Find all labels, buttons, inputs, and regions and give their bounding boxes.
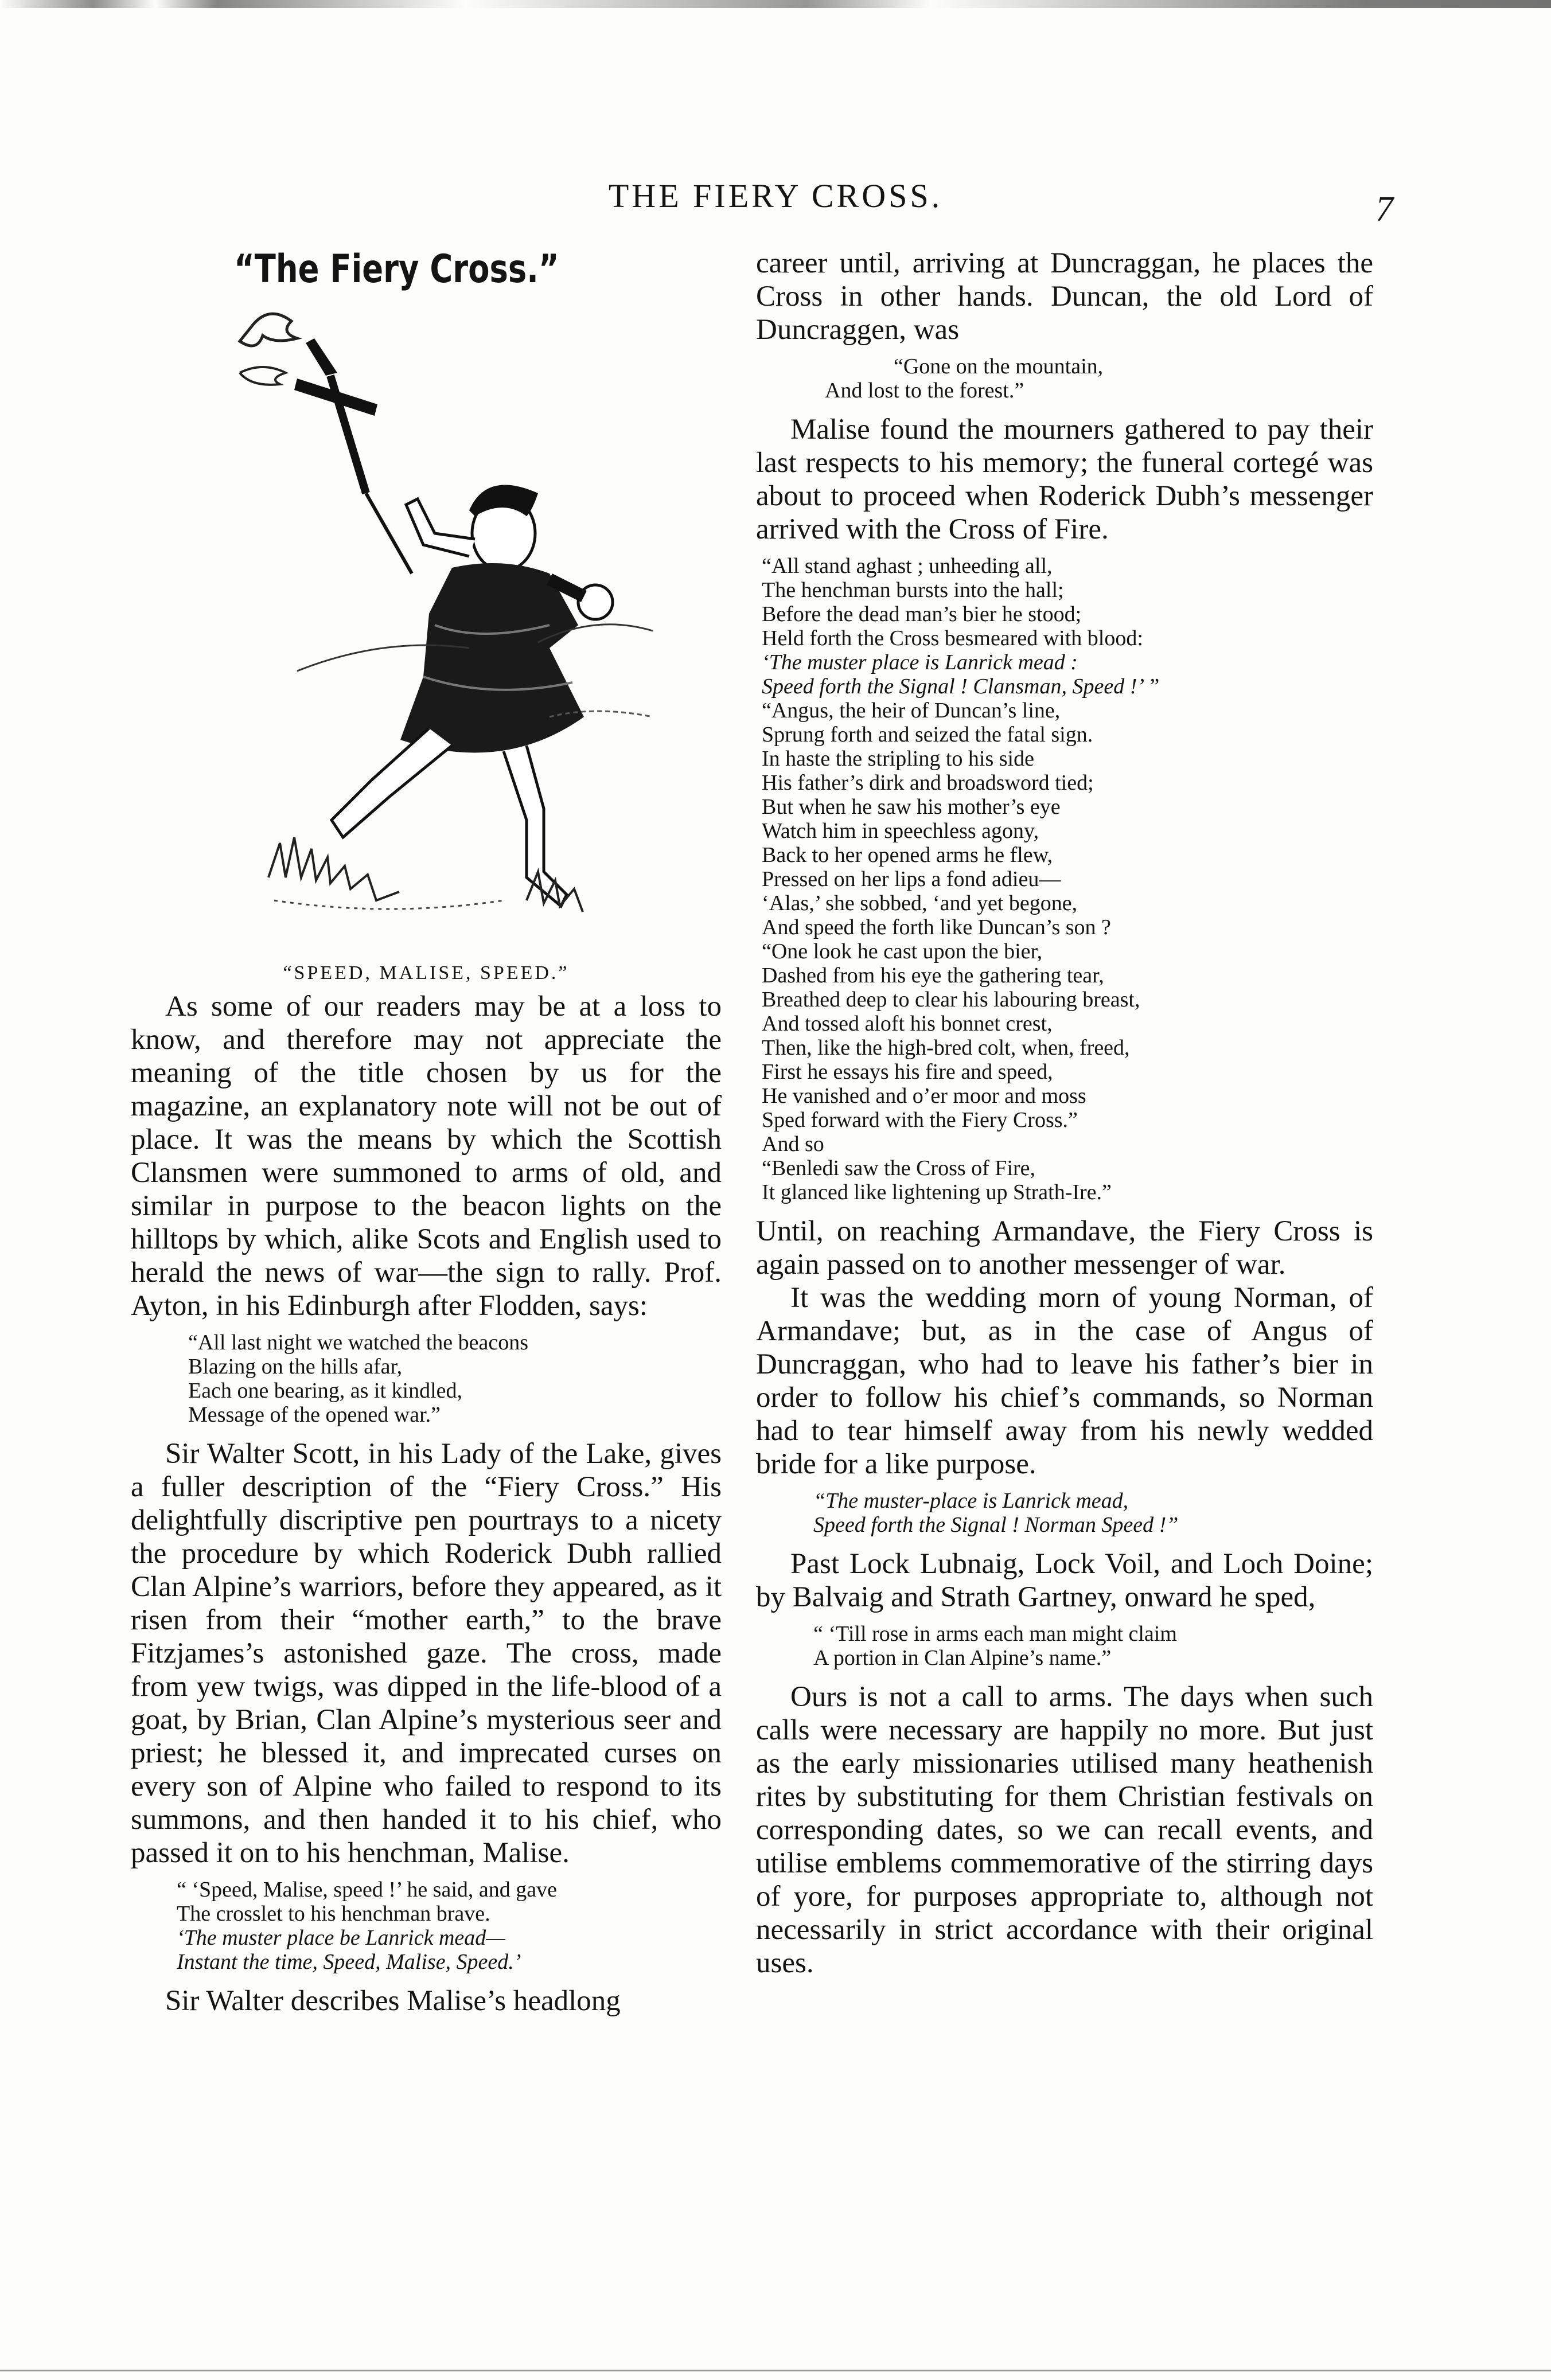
- verse-line: A portion in Clan Alpine’s name.”: [813, 1646, 1112, 1670]
- illustration-caption: “SPEED, MALISE, SPEED.”: [283, 962, 570, 984]
- verse-line: Pressed on her lips a fond adieu—: [762, 867, 1061, 891]
- running-title: THE FIERY CROSS.: [608, 177, 943, 214]
- illustration: [131, 304, 722, 958]
- verse-line: And so: [762, 1132, 824, 1156]
- right-paragraph-1: career until, arriving at Duncraggan, he places the Cross in other hands. Duncan, the old Lord of Duncraggen, was: [756, 247, 1373, 346]
- page-number: 7: [1375, 190, 1393, 229]
- right-paragraph-3: Until, on reaching Armandave, the Fiery Cross is again passed on to another messenger of war.: [756, 1215, 1373, 1281]
- verse-stand-aghast: [756, 554, 1373, 1204]
- verse-line: Message of the opened war.”: [188, 1403, 441, 1427]
- right-column: [756, 247, 1373, 1980]
- verse-line: Sprung forth and seized the fatal sign.: [762, 723, 1093, 747]
- verse-line: The henchman bursts into the hall;: [762, 578, 1064, 602]
- verse-line: First he essays his fire and speed,: [762, 1060, 1053, 1084]
- verse-gone-on-mountain: [756, 354, 1373, 403]
- verse-line: And lost to the forest.”: [825, 379, 1024, 403]
- left-paragraph-2: Sir Walter Scott, in his Lady of the Lake, gives a fuller description of the “Fiery Cross.” His delightfully discriptive pen pourtrays to a nicety the procedure by which Roderick Dubh rallied Clan Alpine’s warriors, before they appeared, as it risen from their “mother earth,” to the brave Fitzjames’s astonished gaze. The cross, made from yew twigs, was dipped in the life-blood of a goat, by Brian, Clan Alpine’s mysterious seer and priest; he blessed it, and imprecated curses on every son of Alpine who failed to respond to its summons, and then handed it to his chief, who passed it on to his henchman, Malise.: [131, 1438, 722, 1869]
- runner-with-cross-illustration: [182, 304, 687, 952]
- verse-line: He vanished and o’er moor and moss: [762, 1084, 1086, 1108]
- right-paragraph-4: It was the wedding morn of young Norman, of Armandave; but, as in the case of Angus of Duncraggan, who had to leave his father’s bier in order to follow his chief’s commands, so Norman had to tear himself away from his newly wedded bride for a like purpose.: [756, 1282, 1373, 1480]
- verse-line: “Gone on the mountain,: [894, 354, 1104, 379]
- verse-beacons: [131, 1331, 722, 1427]
- verse-muster-norman: [756, 1489, 1373, 1537]
- article-title: “The Fiery Cross.”: [234, 247, 559, 292]
- verse-line: Each one bearing, as it kindled,: [188, 1379, 463, 1403]
- verse-line: Breathed deep to clear his labouring breast,: [762, 988, 1140, 1012]
- verse-speed-malise: [131, 1878, 722, 1974]
- verse-rose-in-arms: [756, 1622, 1373, 1670]
- verse-line: Speed forth the Signal ! Clansman, Speed !’ ”: [762, 674, 1160, 699]
- left-column: [131, 247, 722, 2018]
- verse-line: The crosslet to his henchman brave.: [177, 1902, 490, 1926]
- verse-line: And tossed aloft his bonnet crest,: [762, 1012, 1053, 1036]
- verse-line: ‘Alas,’ she sobbed, ‘and yet begone,: [762, 891, 1078, 915]
- verse-line: In haste the stripling to his side: [762, 747, 1034, 771]
- page-header: [0, 172, 1551, 229]
- verse-line: It glanced like lightening up Strath-Ire.”: [762, 1180, 1112, 1204]
- verse-line: But when he saw his mother’s eye: [762, 795, 1061, 819]
- verse-line: Back to her opened arms he flew,: [762, 843, 1053, 867]
- verse-line: His father’s dirk and broadsword tied;: [762, 771, 1094, 795]
- page-top-edge: [0, 0, 1551, 8]
- verse-line: Before the dead man’s bier he stood;: [762, 602, 1082, 626]
- verse-line: Sped forward with the Fiery Cross.”: [762, 1108, 1078, 1132]
- left-paragraph-3: Sir Walter describes Malise’s headlong: [165, 1985, 621, 2017]
- right-paragraph-6: Ours is not a call to arms. The days when such calls were necessary are happily no more. But just as the early missionaries utilised many heathenish rites by substituting for them Christian festivals on corresponding dates, so we can recall events, and utilise emblems commemorative of the stirring days of yore, for purposes appropriate to, although not necessarily in strict accordance with their original uses.: [756, 1681, 1373, 1979]
- page-bottom-edge: [0, 2370, 1551, 2371]
- verse-line: “All stand aghast ; unheeding all,: [762, 554, 1053, 578]
- left-paragraph-1: As some of our readers may be at a loss to know, and therefore may not appreciate the meaning of the title chosen by us for the magazine, an explanatory note will not be out of place. It was the means by which the Scottish Clansmen were summoned to arms of old, and similar in purpose to the beacon lights on the hilltops by which, alike Scots and English used to herald the news of war—the sign to rally. Prof. Ayton, in his Edinburgh after Flodden, says:: [131, 990, 722, 1322]
- verse-line: Instant the time, Speed, Malise, Speed.’: [177, 1950, 521, 1974]
- right-paragraph-2: Malise found the mourners gathered to pay their last respects to his memory; the funeral cortegé was about to proceed when Roderick Dubh’s messenger arrived with the Cross of Fire.: [756, 413, 1373, 545]
- verse-line: Held forth the Cross besmeared with blood:: [762, 626, 1143, 650]
- verse-line: Blazing on the hills afar,: [188, 1355, 403, 1379]
- verse-line: “ ‘Till rose in arms each man might claim: [813, 1622, 1177, 1646]
- verse-line: Then, like the high-bred colt, when, freed,: [762, 1036, 1130, 1060]
- verse-line: Speed forth the Signal ! Norman Speed !”: [813, 1513, 1179, 1537]
- verse-line: “Angus, the heir of Duncan’s line,: [762, 699, 1061, 723]
- verse-line: “All last night we watched the beacons: [188, 1331, 529, 1355]
- verse-line: Watch him in speechless agony,: [762, 819, 1039, 843]
- right-paragraph-5: Past Lock Lubnaig, Lock Voil, and Loch Doine; by Balvaig and Strath Gartney, onward he sped,: [756, 1548, 1373, 1613]
- verse-line: “ ‘Speed, Malise, speed !’ he said, and gave: [177, 1878, 557, 1902]
- verse-line: “Benledi saw the Cross of Fire,: [762, 1156, 1036, 1180]
- verse-line: ‘The muster place be Lanrick mead—: [177, 1926, 506, 1950]
- verse-line: Dashed from his eye the gathering tear,: [762, 963, 1104, 988]
- verse-line: And speed the forth like Duncan’s son ?: [762, 915, 1111, 939]
- verse-line: “One look he cast upon the bier,: [762, 939, 1043, 963]
- verse-line: ‘The muster place is Lanrick mead :: [762, 650, 1078, 674]
- verse-line: “The muster-place is Lanrick mead,: [813, 1489, 1129, 1513]
